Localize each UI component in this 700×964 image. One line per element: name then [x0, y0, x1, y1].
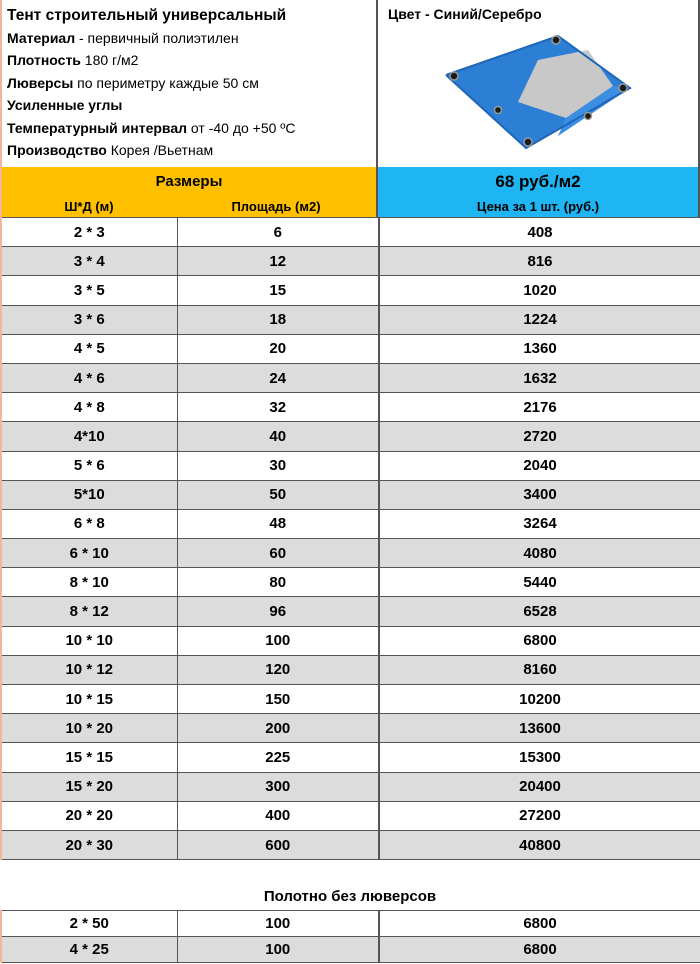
area-cell: 225 — [177, 743, 379, 772]
table-row — [1, 393, 700, 422]
size-cell: 20 * 20 — [1, 801, 177, 830]
size-cell: 10 * 15 — [1, 685, 177, 714]
table-row — [1, 801, 700, 830]
table-row — [1, 685, 700, 714]
area-cell: 60 — [177, 539, 379, 568]
table-row — [1, 830, 700, 859]
area-cell: 18 — [177, 305, 379, 334]
size-column-header: Ш*Д (м) — [0, 197, 176, 217]
area-cell: 600 — [177, 830, 379, 859]
table-row — [1, 334, 700, 363]
area-cell: 6 — [177, 218, 379, 247]
table-row — [1, 772, 700, 801]
table-row — [1, 743, 700, 772]
area-column-header: Площадь (м2) — [176, 197, 378, 217]
table-row — [1, 937, 700, 963]
price-cell: 1632 — [379, 363, 700, 392]
price-cell: 2040 — [379, 451, 700, 480]
area-cell: 120 — [177, 655, 379, 684]
area-cell: 24 — [177, 363, 379, 392]
size-cell: 3 * 4 — [1, 247, 177, 276]
spec-corners: Усиленные углы — [7, 97, 123, 114]
price-cell: 3264 — [379, 509, 700, 538]
area-cell: 30 — [177, 451, 379, 480]
size-cell: 6 * 8 — [1, 509, 177, 538]
area-cell: 100 — [177, 911, 379, 937]
product-title: Тент строительный универсальный — [7, 7, 287, 24]
size-cell: 4 * 5 — [1, 334, 177, 363]
size-cell: 2 * 3 — [1, 218, 177, 247]
size-cell: 4 * 8 — [1, 393, 177, 422]
price-cell: 6528 — [379, 597, 700, 626]
size-cell: 5 * 6 — [1, 451, 177, 480]
area-cell: 40 — [177, 422, 379, 451]
size-cell: 3 * 5 — [1, 276, 177, 305]
area-cell: 400 — [177, 801, 379, 830]
size-cell: 5*10 — [1, 480, 177, 509]
spec-grommets: Люверсы по периметру каждые 50 см — [7, 74, 259, 91]
table-row — [1, 305, 700, 334]
area-cell: 80 — [177, 568, 379, 597]
price-cell: 1360 — [379, 334, 700, 363]
size-cell: 15 * 15 — [1, 743, 177, 772]
table-row — [1, 480, 700, 509]
price-cell: 1224 — [379, 305, 700, 334]
price-cell: 6800 — [379, 626, 700, 655]
color-label: Цвет - Синий/Серебро — [388, 6, 542, 22]
area-cell: 100 — [177, 626, 379, 655]
price-per-m2-header: 68 руб./м2 — [378, 167, 700, 197]
area-cell: 100 — [177, 937, 379, 963]
size-cell: 4 * 25 — [1, 937, 177, 963]
table-row — [1, 714, 700, 743]
price-cell: 3400 — [379, 480, 700, 509]
table-row — [1, 276, 700, 305]
price-cell: 2720 — [379, 422, 700, 451]
area-cell: 300 — [177, 772, 379, 801]
table-row — [1, 509, 700, 538]
area-cell: 96 — [177, 597, 379, 626]
price-cell: 20400 — [379, 772, 700, 801]
area-cell: 48 — [177, 509, 379, 538]
table-row — [1, 597, 700, 626]
table-row — [1, 422, 700, 451]
product-info — [0, 0, 378, 167]
table-row — [1, 451, 700, 480]
price-cell: 6800 — [379, 937, 700, 963]
price-cell: 13600 — [379, 714, 700, 743]
tarp-image — [438, 30, 638, 150]
price-cell: 2176 — [379, 393, 700, 422]
size-cell: 10 * 20 — [1, 714, 177, 743]
table-row — [1, 568, 700, 597]
price-cell: 10200 — [379, 685, 700, 714]
price-cell: 6800 — [379, 911, 700, 937]
size-cell: 6 * 10 — [1, 539, 177, 568]
size-cell: 4*10 — [1, 422, 177, 451]
spec-density: Плотность 180 г/м2 — [7, 52, 139, 69]
size-cell: 8 * 12 — [1, 597, 177, 626]
area-cell: 200 — [177, 714, 379, 743]
no-grommets-table — [0, 910, 700, 963]
price-cell: 5440 — [379, 568, 700, 597]
size-cell: 10 * 12 — [1, 655, 177, 684]
sizes-header: Размеры — [0, 167, 378, 197]
price-cell: 40800 — [379, 830, 700, 859]
size-cell: 3 * 6 — [1, 305, 177, 334]
price-column-header: Цена за 1 шт. (руб.) — [378, 197, 700, 217]
price-cell: 1020 — [379, 276, 700, 305]
area-cell: 12 — [177, 247, 379, 276]
size-cell: 10 * 10 — [1, 626, 177, 655]
table-row — [1, 911, 700, 937]
table-row — [1, 363, 700, 392]
area-cell: 20 — [177, 334, 379, 363]
area-cell: 150 — [177, 685, 379, 714]
area-cell: 15 — [177, 276, 379, 305]
spec-temperature: Температурный интервал от -40 до +50 ºС — [7, 119, 296, 136]
product-image-panel — [378, 0, 700, 167]
price-cell: 4080 — [379, 539, 700, 568]
table-row — [1, 218, 700, 247]
price-cell: 27200 — [379, 801, 700, 830]
price-cell: 408 — [379, 218, 700, 247]
price-table — [0, 217, 700, 860]
spec-material: Материал - первичный полиэтилен — [7, 30, 239, 46]
price-cell: 15300 — [379, 743, 700, 772]
price-cell: 816 — [379, 247, 700, 276]
size-cell: 15 * 20 — [1, 772, 177, 801]
table-row — [1, 655, 700, 684]
table-row — [1, 626, 700, 655]
area-cell: 32 — [177, 393, 379, 422]
no-grommets-title: Полотно без люверсов — [263, 888, 437, 905]
size-cell: 4 * 6 — [1, 363, 177, 392]
price-cell: 8160 — [379, 655, 700, 684]
spec-production: Производство Корея /Вьетнам — [7, 142, 214, 159]
table-row — [1, 539, 700, 568]
size-cell: 8 * 10 — [1, 568, 177, 597]
size-cell: 2 * 50 — [1, 911, 177, 937]
size-cell: 20 * 30 — [1, 830, 177, 859]
table-row — [1, 247, 700, 276]
area-cell: 50 — [177, 480, 379, 509]
